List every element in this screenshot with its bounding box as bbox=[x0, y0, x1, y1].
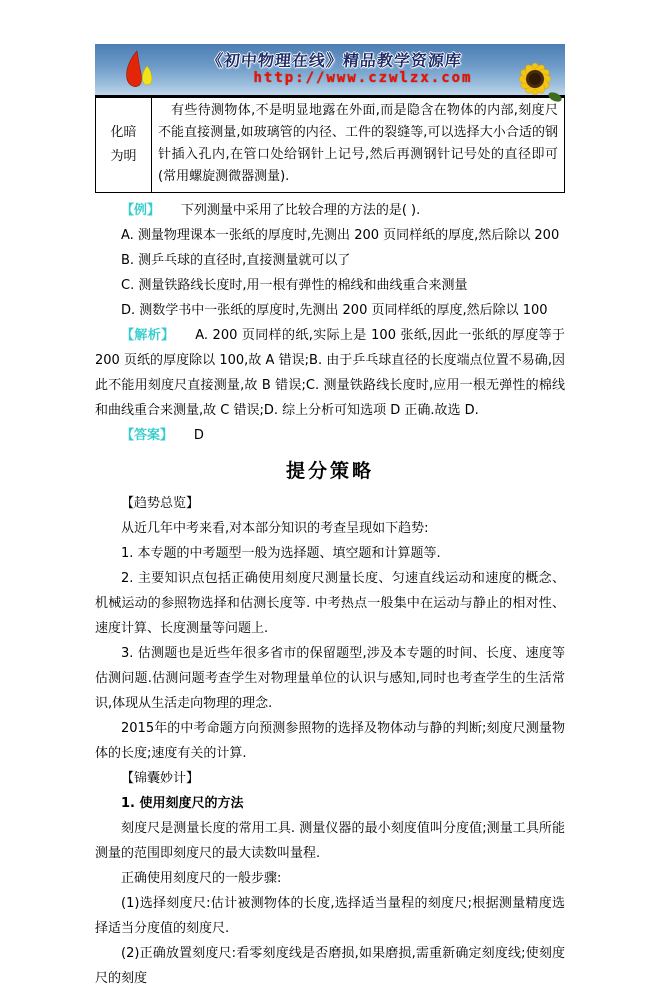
tip-table bbox=[95, 95, 565, 193]
example-option-b: B. 测乒乓球的直径时,直接测量就可以了 bbox=[121, 253, 351, 268]
flame-logo-icon bbox=[117, 50, 165, 92]
trend-label-line bbox=[95, 491, 565, 516]
document-content bbox=[95, 0, 565, 991]
example-question: 下列测量中采用了比较合理的方法的是( ). bbox=[180, 203, 421, 218]
prediction-paragraph: 2015年的中考命题方向预测参照物的选择及物体动与静的判断;刻度尺测量物体的长度;速度有关的计算. bbox=[95, 721, 565, 761]
trend-item-1: 1. 本专题的中考题型一般为选择题、填空题和计算题等. bbox=[121, 546, 441, 561]
tip-table-label bbox=[96, 97, 152, 193]
method-title: 1. 使用刻度尺的方法 bbox=[121, 796, 244, 811]
answer-label: 【答案】 bbox=[121, 428, 174, 443]
example-question-line bbox=[95, 198, 565, 223]
trend-item-2: 2. 主要知识点包括正确使用刻度尺测量长度、匀速直线运动和速度的概念、机械运动的参照物选择和估测长度等. 中考热点一般集中在运动与静止的相对性、速度计算、长度测量等问题上. bbox=[95, 571, 565, 636]
trend-item-3: 3. 估测题也是近些年很多省市的保留题型,涉及本专题的时间、长度、速度等估测问题.估测问题考查学生对物理量单位的认识与感知,同时也考查学生的生活常识,体现从生活走向物理的理念. bbox=[95, 646, 565, 711]
trend-label: 【趋势总览】 bbox=[121, 496, 200, 511]
tip-label-line2: 为明 bbox=[110, 149, 137, 164]
section-heading: 提分策略 bbox=[285, 460, 374, 482]
banner-title: 《初中物理在线》精品教学资源库 bbox=[206, 51, 463, 70]
example-option-d: D. 测数学书中一张纸的厚度时,先测出 200 页同样纸的厚度,然后除以 100 bbox=[121, 303, 548, 318]
site-banner bbox=[95, 44, 565, 95]
tip-table-content: 有些待测物体,不是明显地露在外面,而是隐含在物体的内部,刻度尺不能直接测量,如玻璃管的内径、工件的裂缝等,可以选择大小合适的钢针插入孔内,在管口处给钢针上记号,然后再测钢针记号处的直径即可(常用螺旋测微器测量). bbox=[152, 97, 565, 193]
tip-table-row bbox=[96, 97, 565, 193]
method-para-2: 正确使用刻度尺的一般步骤: bbox=[121, 871, 282, 886]
example-option-a: A. 测量物理课本一张纸的厚度时,先测出 200 页同样纸的厚度,然后除以 200 bbox=[121, 228, 560, 243]
banner-url-link[interactable]: http://www.czwlzx.com bbox=[253, 70, 473, 86]
tips-label-line bbox=[95, 766, 565, 791]
analysis-text: A. 200 页同样的纸,实际上是 100 张纸,因此一张纸的厚度等于 200 页纸的厚度除以 100,故 A 错误;B. 由于乒乓球直径的长度端点位置不易确,因此不能用刻度尺直接测量,故 B 错误;C. 测量铁路线长度时,应用一根无弹性的棉线和曲线重合来测量,故 C 错误;D. 综上分析可知选项 D 正确.故选 D. bbox=[95, 328, 565, 418]
method-para-4: (2)正确放置刻度尺:看零刻度线是否磨损,如果磨损,需重新确定刻度线;使刻度尺的刻度 bbox=[95, 946, 565, 986]
tip-label-line1: 化暗 bbox=[110, 125, 137, 140]
tips-label: 【锦囊妙计】 bbox=[121, 771, 200, 786]
analysis-paragraph bbox=[95, 323, 565, 423]
analysis-label: 【解析】 bbox=[121, 328, 175, 343]
trend-intro: 从近几年中考来看,对本部分知识的考查呈现如下趋势: bbox=[121, 521, 429, 536]
example-label: 【例】 bbox=[121, 203, 161, 218]
answer-value: D bbox=[193, 428, 204, 443]
method-para-1: 刻度尺是测量长度的常用工具. 测量仪器的最小刻度值叫分度值;测量工具所能测量的范围即刻度尺的最大读数叫量程. bbox=[95, 821, 565, 861]
example-option-c: C. 测量铁路线长度时,用一根有弹性的棉线和曲线重合来测量 bbox=[121, 278, 468, 293]
method-para-3: (1)选择刻度尺:估计被测物体的长度,选择适当量程的刻度尺;根据测量精度选择适当分度值的刻度尺. bbox=[95, 896, 565, 936]
sunflower-icon bbox=[505, 49, 571, 105]
answer-line bbox=[95, 423, 565, 448]
